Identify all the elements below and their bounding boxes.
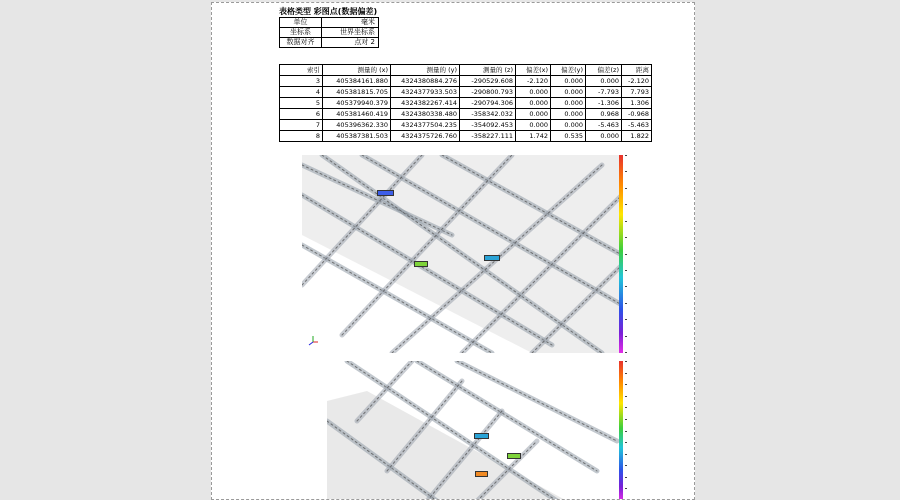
scale-tick [625,286,627,287]
scale-tick [625,319,627,320]
table-cell: 3 [280,76,323,87]
deviation-marker[interactable] [484,255,500,261]
column-header: 偏差(x) [516,65,551,76]
column-header: 索引 [280,65,323,76]
table-cell: 0.000 [551,109,586,120]
scale-tick [625,454,627,455]
table-cell: 0.000 [586,76,622,87]
meta-row [280,28,379,38]
column-header: 偏差(y) [551,65,586,76]
table-cell: -354092.453 [460,120,516,131]
table-cell: 405381815.705 [323,87,391,98]
table-cell: 4324377933.503 [391,87,460,98]
scale-tick [625,407,627,408]
table-cell: 0.000 [516,109,551,120]
table-cell: 1.742 [516,131,551,142]
table-row [280,109,652,120]
table-header-row [280,65,652,76]
scale-tick [625,465,627,466]
table-cell: -358342.032 [460,109,516,120]
table-row [280,98,652,109]
scale-tick [625,477,627,478]
color-scale-bar [619,155,623,353]
table-cell: 0.000 [551,120,586,131]
table-cell: 0.968 [586,109,622,120]
scale-tick [625,352,627,353]
scale-tick [625,384,627,385]
table-cell: 1.822 [622,131,652,142]
scale-tick [625,237,627,238]
table-cell: 7.793 [622,87,652,98]
meta-value: 世界坐标系 [322,28,379,38]
meta-row [280,18,379,28]
meta-key: 坐标系 [280,28,322,38]
table-cell: -0.968 [622,109,652,120]
table-cell: 405381460.419 [323,109,391,120]
scale-tick [625,336,627,337]
scale-tick [625,204,627,205]
table-cell: 405379940.379 [323,98,391,109]
point-cloud-render [327,361,622,500]
column-header: 测量的 (y) [391,65,460,76]
table-row [280,131,652,142]
table-cell: 4324382267.414 [391,98,460,109]
table-cell: -2.120 [622,76,652,87]
scale-tick [625,361,627,362]
table-cell: 405384161.880 [323,76,391,87]
deviation-marker[interactable] [377,190,394,196]
table-cell: -7.793 [586,87,622,98]
table-cell: 1.306 [622,98,652,109]
table-cell: 0.000 [516,120,551,131]
scale-tick [625,303,627,304]
table-cell: 4324375726.760 [391,131,460,142]
table-cell: -5.463 [586,120,622,131]
deviation-marker[interactable] [507,453,521,459]
meta-value: 毫米 [322,18,379,28]
table-cell: 0.000 [516,98,551,109]
color-scale-bar [619,361,623,500]
meta-row [280,38,379,48]
table-cell: 0.000 [551,76,586,87]
deviation-marker[interactable] [474,433,489,439]
table-cell: 4324377504.235 [391,120,460,131]
scale-tick [625,488,627,489]
deviation-table [279,64,652,142]
point-cloud-view-bottom[interactable] [327,361,622,500]
table-cell: 4 [280,87,323,98]
table-cell: 6 [280,109,323,120]
table-cell: -5.463 [622,120,652,131]
scale-tick [625,254,627,255]
scale-tick [625,188,627,189]
table-cell: 4324380338.480 [391,109,460,120]
column-header: 测量的 (x) [323,65,391,76]
table-cell: 0.000 [586,131,622,142]
table-cell: 8 [280,131,323,142]
scale-tick [625,221,627,222]
point-cloud-render [302,155,622,353]
scale-tick [625,431,627,432]
table-cell: 4324380884.276 [391,76,460,87]
table-row [280,76,652,87]
table-row [280,87,652,98]
scale-tick [625,155,627,156]
table-cell: 0.000 [551,87,586,98]
column-header: 距离 [622,65,652,76]
meta-key: 单位 [280,18,322,28]
table-cell: 0.535 [551,131,586,142]
scale-tick [625,419,627,420]
table-row [280,120,652,131]
table-cell: 5 [280,98,323,109]
meta-value: 点对 2 [322,38,379,48]
axis-triad-icon [306,334,320,346]
table-cell: -290794.306 [460,98,516,109]
report-page [211,2,695,500]
deviation-marker[interactable] [475,471,488,477]
column-header: 测量的 (z) [460,65,516,76]
table-cell: 7 [280,120,323,131]
table-cell: 0.000 [516,87,551,98]
table-cell: 405387381.503 [323,131,391,142]
table-cell: -1.306 [586,98,622,109]
scale-tick [625,373,627,374]
table-cell: -290800.793 [460,87,516,98]
scale-tick [625,270,627,271]
scale-tick [625,442,627,443]
deviation-marker[interactable] [414,261,428,267]
scale-tick [625,171,627,172]
point-cloud-view-top[interactable] [302,155,622,353]
table-cell: -358227.111 [460,131,516,142]
table-cell: -2.120 [516,76,551,87]
table-cell: -290529.608 [460,76,516,87]
scale-tick [625,396,627,397]
report-title: 表格类型 彩图点(数据偏差) [279,7,378,16]
meta-key: 数据对齐 [280,38,322,48]
table-cell: 405396362.330 [323,120,391,131]
column-header: 偏差(z) [586,65,622,76]
table-cell: 0.000 [551,98,586,109]
meta-table [279,17,379,48]
